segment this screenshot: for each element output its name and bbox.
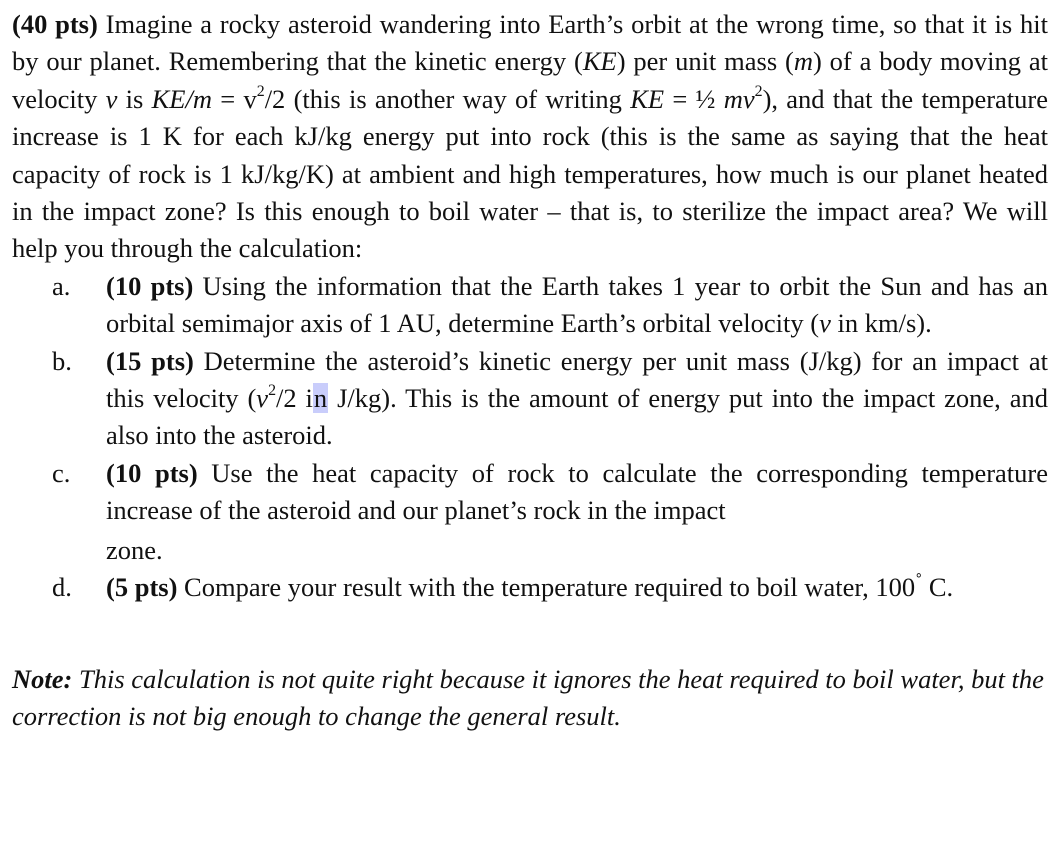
part-c [12, 455, 1048, 569]
intro-text: (this is another way of writing [285, 83, 631, 114]
part-d [12, 569, 1048, 606]
intro-text: Imagine a rocky asteroid wandering into Earth’s orbit at the wrong time, so that it is hit by our planet. Remembering that the kinetic energy ( [12, 9, 1048, 77]
equals-half: = ½ [664, 83, 724, 114]
problem-parts [12, 268, 1048, 607]
problem-page [12, 6, 1048, 735]
text-selection-highlight[interactable]: n [313, 383, 328, 414]
part-text: in km/s). [830, 308, 932, 339]
part-letter: b. [52, 345, 72, 376]
part-text: C. [922, 572, 954, 603]
part-points: (5 pts) [106, 572, 178, 603]
part-text: zone. [106, 534, 163, 565]
problem-intro [12, 6, 1048, 268]
part-text: Determine the asteroid’s kinetic energy per unit mass (J/kg) for an impact at this velocity ( [106, 345, 1048, 414]
mv-symbol: mv [723, 83, 755, 114]
exponent: 2 [754, 82, 763, 100]
part-letter: d. [52, 572, 72, 603]
per-m: /m [185, 83, 212, 114]
part-letter: c. [52, 457, 71, 488]
part-text: Using the information that the Earth takes 1 year to orbit the Sun and has an orbital semimajor axis of 1 AU, determine Earth’s orbital velocity ( [106, 270, 1049, 339]
part-text: /2 i [276, 383, 313, 414]
equals-v: = v [212, 83, 257, 114]
v-symbol: v [256, 383, 269, 414]
intro-text: ), and that the temperature increase is 1 K for each kJ/kg energy put into rock (this is the same as saying that the heat capacity of rock is 1 kJ/kg/K) at ambient and high temperatures, how much is our planet heated in the impact zone? Is this enough to boil water – that is, to sterilize the impact area? We will help you through the calculation: [12, 83, 1048, 264]
m-symbol: m [793, 46, 813, 77]
part-points: (15 pts) [106, 345, 194, 376]
ke-over-m: KE [151, 83, 186, 114]
part-a [12, 268, 1048, 343]
ke-symbol: KE [582, 46, 617, 77]
over-two: /2 [264, 83, 286, 114]
v-symbol: v [819, 308, 831, 339]
part-text: Compare your result with the temperature required to boil water, 100 [177, 572, 916, 603]
part-text: Use the heat capacity of rock to calculate the corresponding temperature increase of the asteroid and our planet’s rock in the impact [106, 457, 1048, 526]
intro-text: is [117, 83, 152, 114]
degree-symbol: ˚ [915, 569, 923, 594]
intro-text: ) of a body moving at velocity [12, 46, 1048, 114]
ke-symbol: KE [630, 83, 665, 114]
part-points: (10 pts) [106, 270, 194, 301]
note-paragraph [12, 661, 1048, 736]
part-text: J/kg). This is the amount of energy put into the impact zone, and also into the asteroid. [106, 383, 1048, 451]
part-letter: a. [52, 270, 71, 301]
exponent: 2 [256, 82, 265, 100]
note-label: Note: [12, 663, 73, 694]
problem-points: (40 pts) [12, 9, 98, 39]
part-b [12, 343, 1048, 455]
note-text: This calculation is not quite right because it ignores the heat required to boil water, but the correction is not big enough to change the general result. [12, 663, 1044, 731]
part-points: (10 pts) [106, 457, 198, 488]
intro-text: ) per unit mass ( [616, 46, 794, 77]
exponent: 2 [268, 382, 277, 400]
v-symbol: v [105, 83, 118, 114]
